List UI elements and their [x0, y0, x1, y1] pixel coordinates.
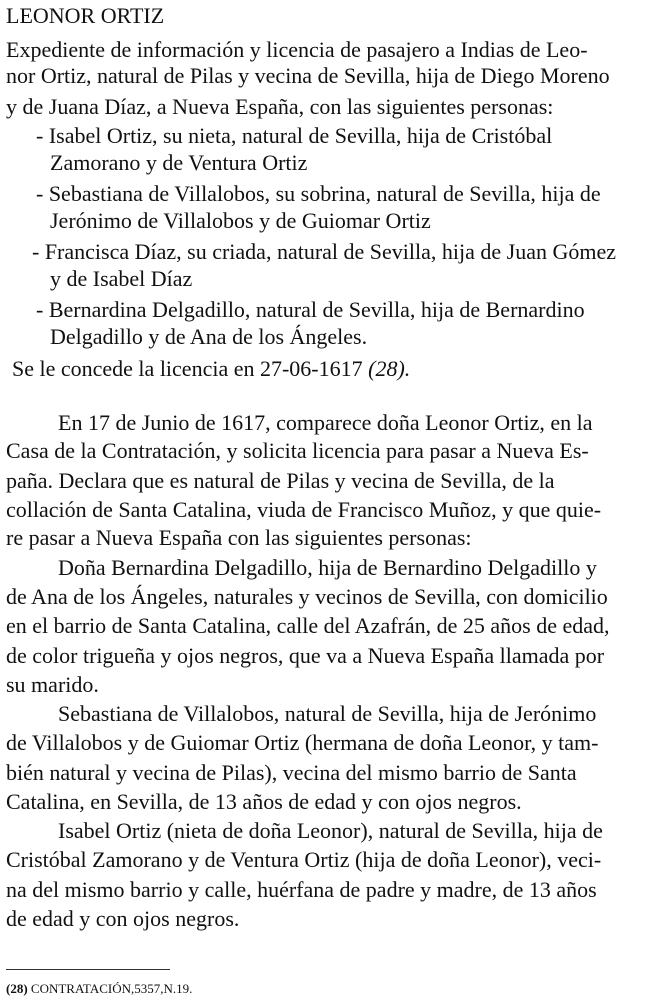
body-line: na del mismo barrio y calle, huérfana de padre y madre, de 13 años — [6, 877, 597, 902]
heading: LEONOR ORTIZ — [6, 3, 165, 28]
concession-text: Se le concede la licencia en 27-06-1617 — [12, 356, 369, 381]
body-line: Cristóbal Zamorano y de Ventura Ortiz (hija de doña Leonor), veci- — [6, 847, 602, 872]
body-line: bién natural y vecina de Pilas), vecina del mismo barrio de Santa — [6, 760, 577, 785]
body-line: paña. Declara que es natural de Pilas y vecina de Sevilla, de la — [6, 468, 555, 493]
footnote-text: CONTRATACIÓN,5357,N.19. — [27, 981, 193, 996]
footnote-reference: (28). — [368, 356, 411, 381]
body-line: de edad y con ojos negros. — [6, 906, 240, 931]
person-item: - Bernardina Delgadillo, natural de Sevilla, hija de Bernardino — [36, 297, 585, 322]
body-line: collación de Santa Catalina, viuda de Francisco Muñoz, y que quie- — [6, 497, 602, 522]
person-item: y de Isabel Díaz — [50, 266, 193, 291]
body-line: En 17 de Junio de 1617, comparece doña Leonor Ortiz, en la — [58, 410, 593, 435]
body-line: en el barrio de Santa Catalina, calle del Azafrán, de 25 años de edad, — [6, 613, 610, 638]
person-item: - Sebastiana de Villalobos, su sobrina, natural de Sevilla, hija de — [36, 181, 601, 206]
body-line: Isabel Ortiz (nieta de doña Leonor), natural de Sevilla, hija de — [58, 818, 603, 843]
summary-line: nor Ortiz, natural de Pilas y vecina de Sevilla, hija de Diego Moreno — [6, 63, 610, 88]
person-item: - Francisca Díaz, su criada, natural de Sevilla, hija de Juan Gómez — [32, 239, 616, 264]
body-line: Casa de la Contratación, y solicita licencia para pasar a Nueva Es- — [6, 438, 589, 463]
person-item: Delgadillo y de Ana de los Ángeles. — [50, 324, 368, 349]
summary-line: y de Juana Díaz, a Nueva España, con las siguientes personas: — [6, 94, 554, 119]
body-line: su marido. — [6, 672, 99, 697]
body-line: de color trigueña y ojos negros, que va a Nueva España llamada por — [6, 643, 605, 668]
body-line: Doña Bernardina Delgadillo, hija de Bernardino Delgadillo y — [58, 555, 597, 580]
person-item: Zamorano y de Ventura Ortiz — [50, 150, 308, 175]
person-item: Jerónimo de Villalobos y de Guiomar Ortiz — [50, 208, 431, 233]
person-item: - Isabel Ortiz, su nieta, natural de Sevilla, hija de Cristóbal — [36, 123, 553, 148]
body-line: de Ana de los Ángeles, naturales y vecinos de Sevilla, con domicilio — [6, 584, 608, 609]
footnote-divider — [6, 969, 170, 970]
footnote-number: (28) — [6, 981, 28, 996]
body-line: Catalina, en Sevilla, de 13 años de edad y con ojos negros. — [6, 789, 522, 814]
body-line: de Villalobos y de Guiomar Ortiz (hermana de doña Leonor, y tam- — [6, 730, 599, 755]
concession-line — [12, 356, 410, 382]
footnote — [6, 981, 192, 997]
body-line: re pasar a Nueva España con las siguientes personas: — [6, 525, 472, 550]
summary-line: Expediente de información y licencia de pasajero a Indias de Leo- — [6, 37, 588, 62]
body-line: Sebastiana de Villalobos, natural de Sevilla, hija de Jerónimo — [58, 701, 597, 726]
